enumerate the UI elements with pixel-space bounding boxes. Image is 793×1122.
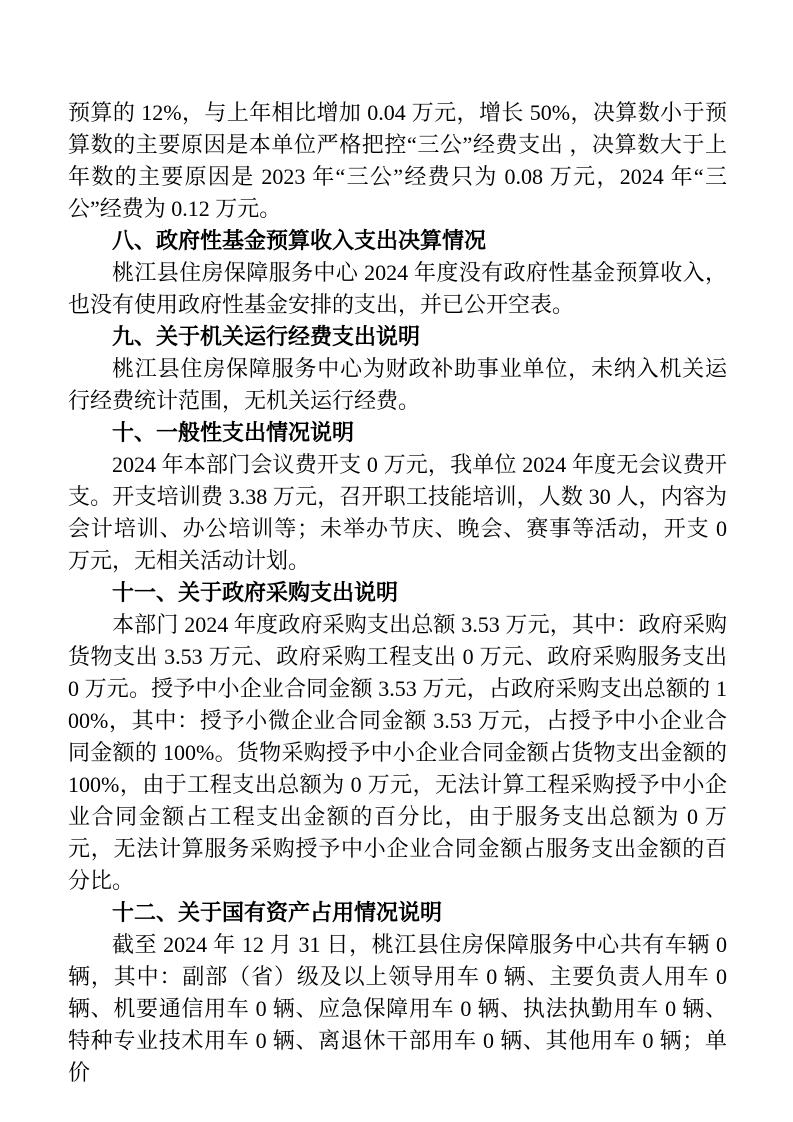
section-heading-9-agency-operating-expenses: 九、关于机关运行经费支出说明	[112, 324, 421, 349]
section-heading-8-government-fund-budget: 八、政府性基金预算收入支出决算情况	[112, 228, 487, 253]
paragraph-government-fund-budget: 桃江县住房保障服务中心 2024 年度没有政府性基金预算收入，也没有使用政府性基金安排的支出，并已公开空表。	[68, 260, 727, 317]
paragraph-government-procurement: 本部门 2024 年度政府采购支出总额 3.53 万元，其中：政府采购货物支出 3.53 万元、政府采购工程支出 0 万元、政府采购服务支出 0 万元。授予中小企业合同金额 3.53 万元，占政府采购支出总额的 100%，其中：授予小微企业合同金额 3.53 万元，占授予中小企业合同金额的 100%。货物采购授予中小企业合同金额占货物支出金额的 100%，由于工程支出总额为 0 万元，无法计算工程采购授予中小企业合同金额占工程支出金额的百分比，由于服务支出总额为 0 万元，无法计算服务采购授予中小企业合同金额占服务支出金额的百分比。	[68, 612, 727, 893]
paragraph-state-owned-assets-vehicles: 截至 2024 年 12 月 31 日，桃江县住房保障服务中心共有车辆 0 辆，其中：副部（省）级及以上领导用车 0 辆、主要负责人用车 0 辆、机要通信用车 0 辆、应急保障用车 0 辆、执法执勤用车 0 辆、特种专业技术用车 0 辆、离退休干部用车 0 辆、其他用车 0 辆；单价	[68, 932, 727, 1085]
paragraph-agency-operating-expenses: 桃江县住房保障服务中心为财政补助事业单位，未纳入机关运行经费统计范围，无机关运行经费。	[68, 356, 727, 413]
section-heading-11-government-procurement: 十一、关于政府采购支出说明	[112, 580, 399, 605]
paragraph-three-public-funds-continuation: 预算的 12%，与上年相比增加 0.04 万元，增长 50%，决算数小于预算数的主要原因是本单位严格把控“三公”经费支出 ，决算数大于上年数的主要原因是 2023 年“三公”经费只为 0.08 万元，2024 年“三公”经费为 0.12 万元。	[68, 100, 727, 221]
paragraph-general-expenditure: 2024 年本部门会议费开支 0 万元，我单位 2024 年度无会议费开支。开支培训费 3.38 万元，召开职工技能培训，人数 30 人，内容为会计培训、办公培训等；未举办节庆、晚会、赛事等活动，开支 0 万元，无相关活动计划。	[68, 452, 727, 573]
section-heading-12-state-owned-assets: 十二、关于国有资产占用情况说明	[112, 900, 443, 925]
section-heading-10-general-expenditure: 十、一般性支出情况说明	[112, 420, 355, 445]
